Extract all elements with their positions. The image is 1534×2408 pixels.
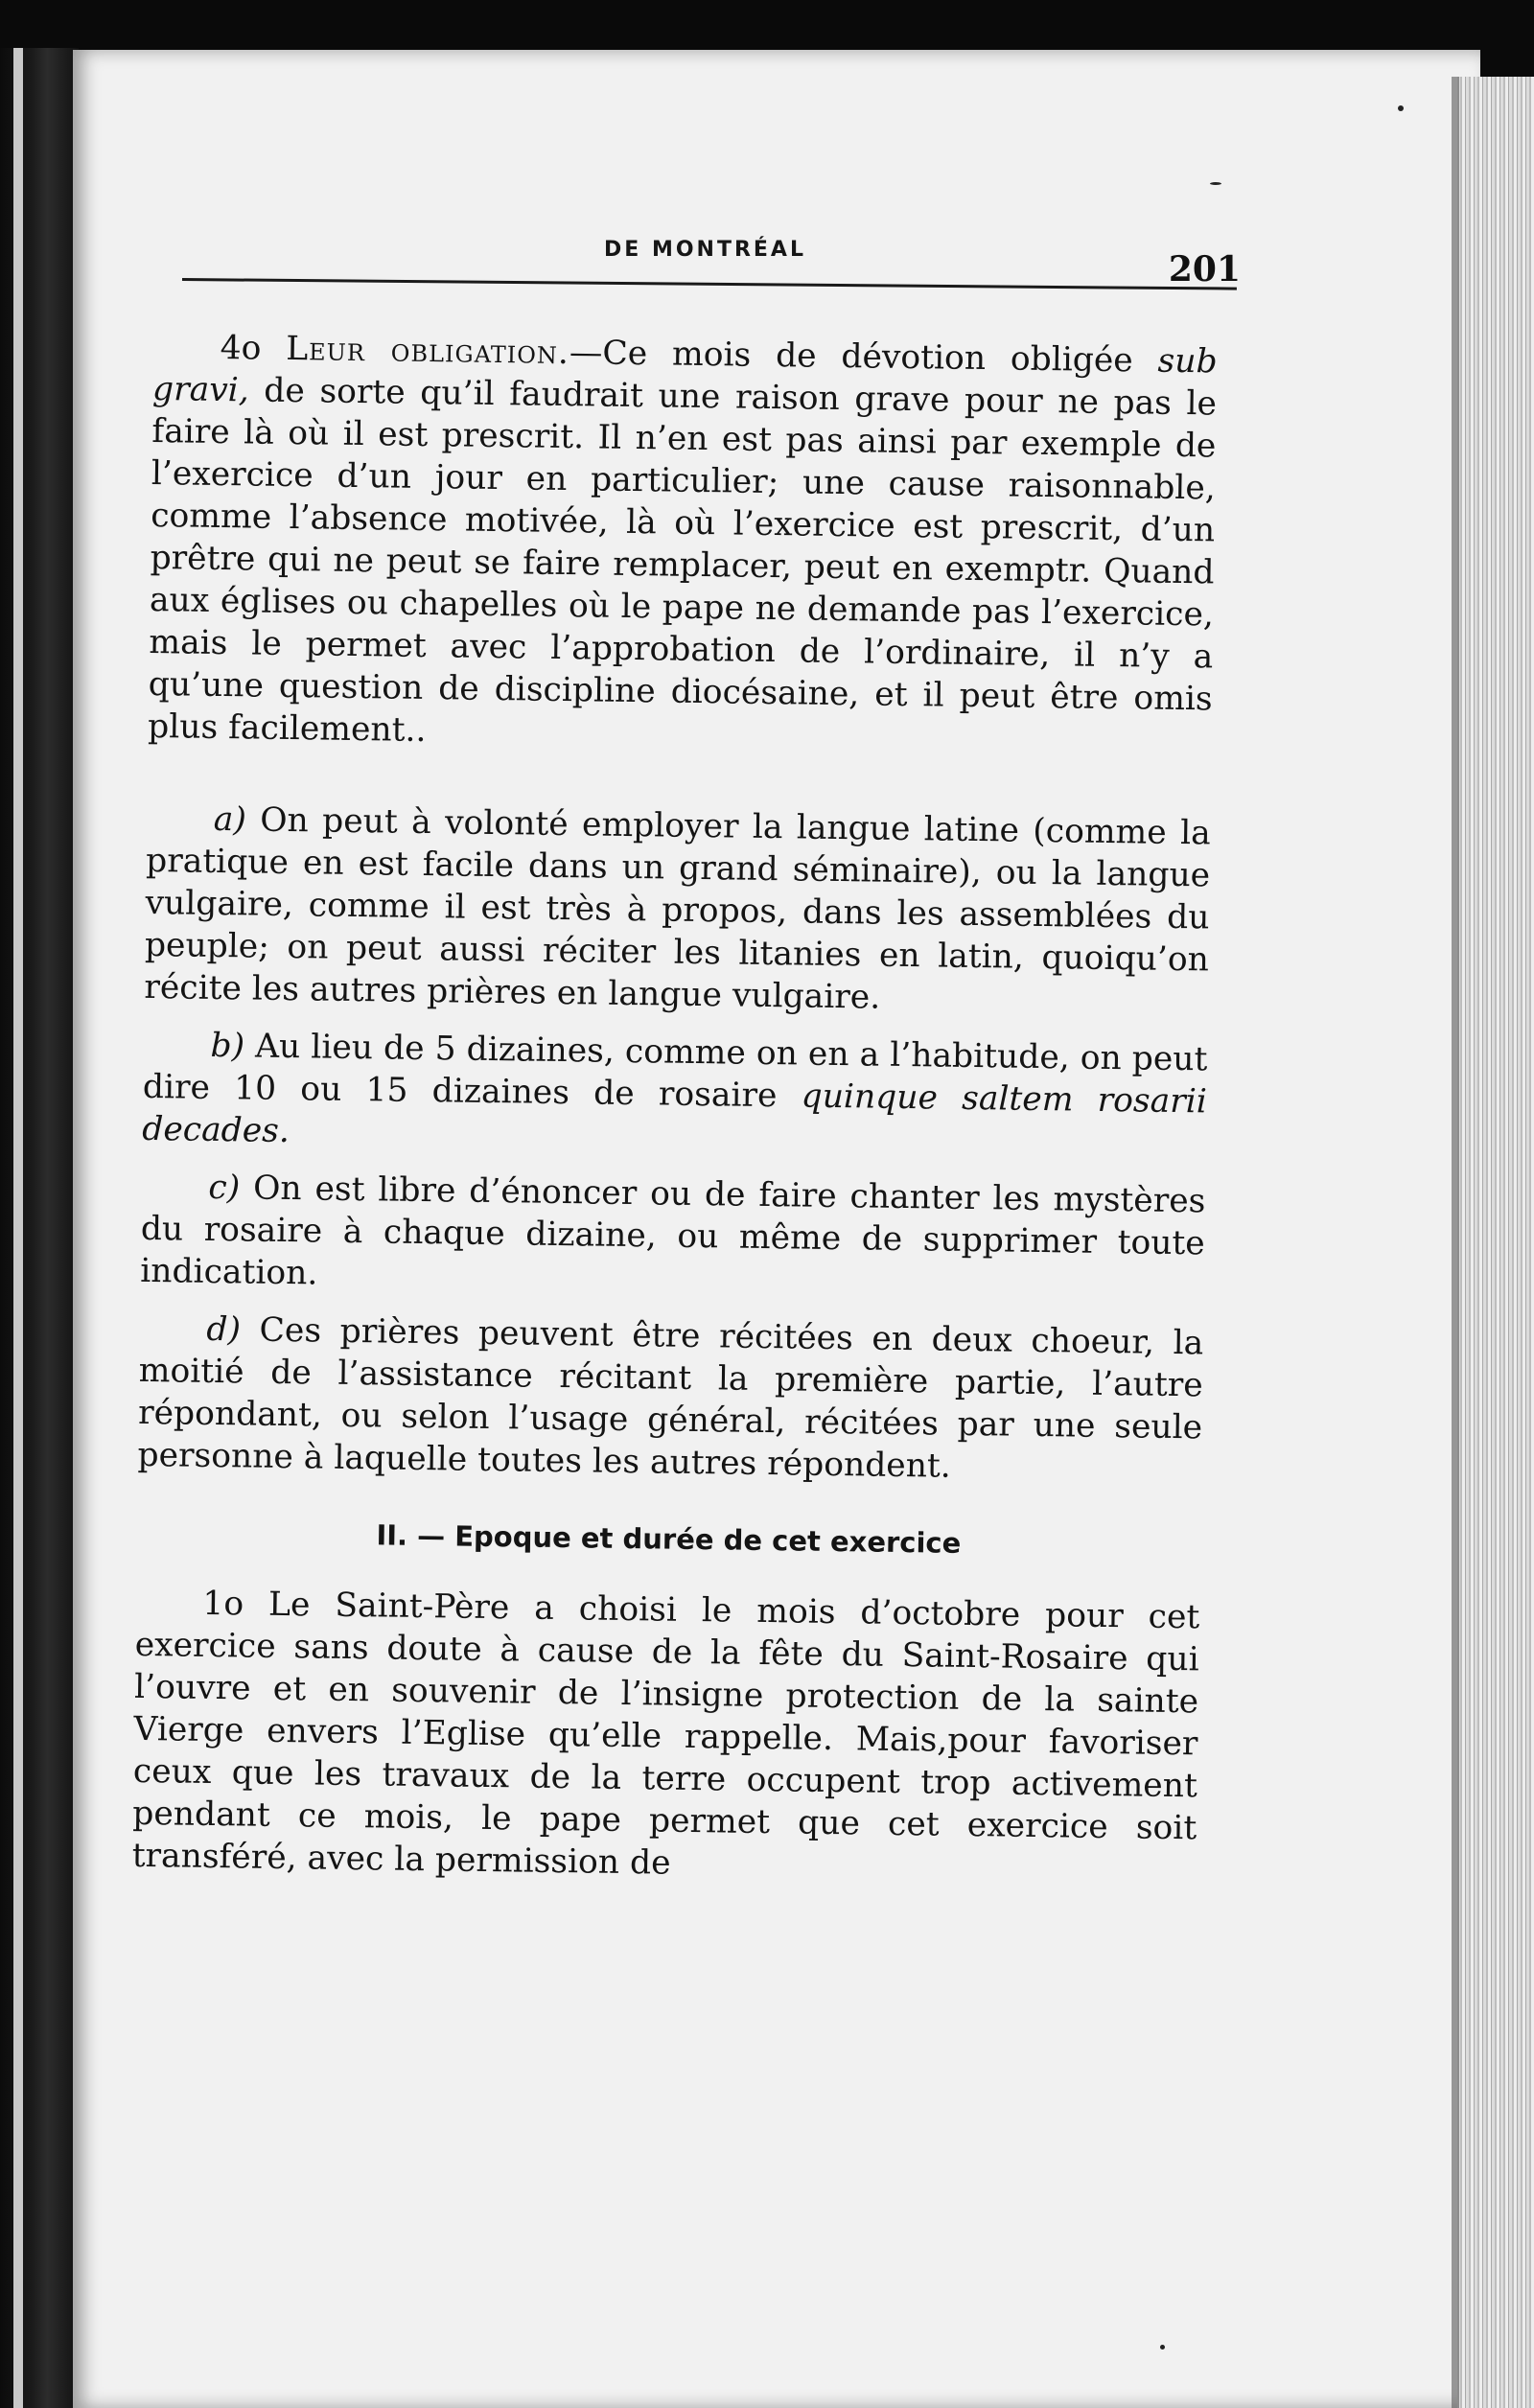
print-speck bbox=[1160, 2345, 1165, 2350]
page-number: 201 bbox=[1168, 249, 1241, 289]
list-marker: a) bbox=[213, 799, 247, 840]
paragraph-text: On peut à volonté employer la langue latine (comme la pratique en est facile dans un grand séminaire), ou la langue vulgaire, comme il est très à propos, dans les assemblées du peuple; on peut aussi réciter les litanies en latin, quoiqu’on récite les autres prières en langue vulgaire. bbox=[144, 800, 1211, 1017]
paragraph-d bbox=[137, 1308, 1203, 1491]
paragraph-c bbox=[140, 1166, 1206, 1307]
latin-phrase: quinque saltem rosarii decades. bbox=[142, 1077, 1208, 1151]
running-head: DE MONTRÉAL bbox=[604, 238, 806, 262]
print-speck bbox=[1210, 182, 1221, 185]
paragraph-text: de sorte qu’il faudrait une raison grave pour ne pas le faire là où il est prescrit. Il n’en est pas ainsi par exemple de l’exercice d’un jour en particulier; une cause raisonnable, comme l’absence motivée, là où l’exercice est prescrit, d’un prêtre qui ne peut se faire remplacer, peut en exemptr. Quand aux églises ou chapelles où le pape ne demande pas l’exercice, mais le permet avec l’approbation de l’ordinaire, il n’y a qu’une question de discipline diocésaine, et il peut être omis plus facilement.. bbox=[147, 371, 1218, 751]
print-speck bbox=[1398, 105, 1404, 111]
page-header bbox=[182, 201, 1241, 289]
paragraph-text: 1o Le Saint-Père a choisi le mois d’octobre pour cet exercice sans doute à cause de la fête du Saint-Rosaire qui l’ouvre et en souvenir de l’insigne protection de la sainte Vierge envers l’Eglise qu’elle rappelle. Mais,pour favoriser ceux que les travaux de la terre occupent trop activement pendant ce mois, le pape permet que cet exercice soit transféré, avec la permission de bbox=[131, 1584, 1200, 1883]
page-body bbox=[131, 326, 1217, 1891]
paragraph-text: Ces prières peuvent être récitées en deux choeur, la moitié de l’assistance récitant la première partie, l’autre répondant, ou selon l’usage général, récitées par une seule personne à laquelle toutes les autres répondent. bbox=[137, 1310, 1204, 1486]
paragraph-obligation bbox=[148, 326, 1218, 762]
paragraph-text: —Ce mois de dévotion obligée bbox=[569, 334, 1158, 381]
section-number: 4o bbox=[220, 328, 262, 368]
binding-edge bbox=[0, 48, 79, 2408]
list-marker: c) bbox=[208, 1168, 241, 1208]
page-fore-edge bbox=[1457, 77, 1534, 2408]
paragraph-epoque bbox=[131, 1582, 1199, 1891]
section-heading: Leur obligation. bbox=[285, 329, 570, 373]
paragraph-text: On est libre d’énoncer ou de faire chanter les mystères du rosaire à chaque dizaine, ou même de supprimer toute indication. bbox=[139, 1169, 1206, 1293]
section-title: II. — Epoque et durée de cet exercice bbox=[376, 1518, 962, 1560]
latin-phrase: sub gravi, bbox=[151, 341, 1218, 410]
paragraph-a bbox=[144, 798, 1211, 1023]
list-marker: d) bbox=[206, 1309, 242, 1350]
paragraph-b bbox=[142, 1024, 1208, 1165]
list-marker: b) bbox=[210, 1026, 245, 1066]
paragraph-text: Au lieu de 5 dizaines, comme on en a l’habitude, on peut dire 10 ou 15 dizaines de rosaire bbox=[142, 1027, 1208, 1116]
